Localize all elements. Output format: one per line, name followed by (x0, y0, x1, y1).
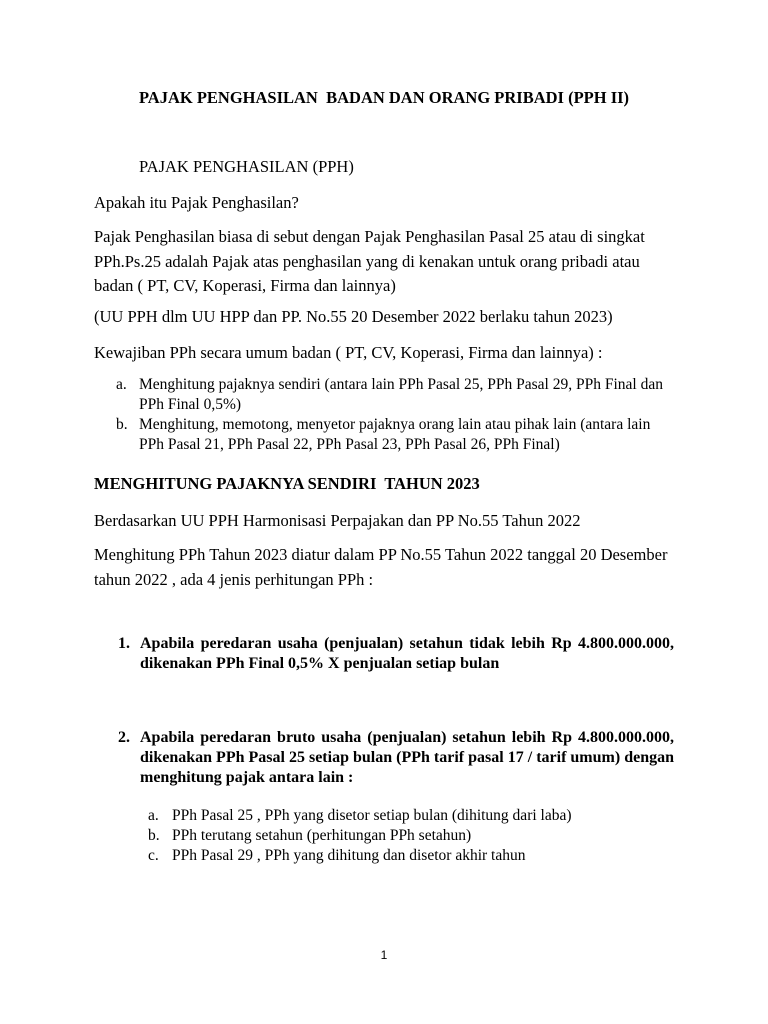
obligation-list (94, 375, 674, 455)
list-item (148, 846, 688, 866)
list-marker: a. (116, 376, 127, 393)
list-item (94, 375, 674, 415)
definition-paragraph: Pajak Penghasilan biasa di sebut dengan Pajak Penghasilan Pasal 25 atau di singkat PPh.Ps.25 adalah Pajak atas penghasilan yang di kenakan untuk orang pribadi atau badan ( PT, CV, Koperasi, Firma dan lainnya) (94, 227, 645, 295)
list-marker: c. (148, 847, 159, 864)
list-item (148, 826, 688, 846)
subheading: PAJAK PENGHASILAN (PPH) (139, 157, 354, 176)
question-text: Apakah itu Pajak Penghasilan? (94, 193, 299, 212)
list-marker: a. (148, 807, 159, 824)
list-item (94, 415, 674, 455)
numbered-item-text: Apabila peredaran usaha (penjualan) setahun tidak lebih Rp 4.800.000.000, dikenakan PPh Final 0,5% X penjualan setiap bulan (140, 635, 674, 672)
numbered-marker: 2. (118, 729, 130, 746)
numbered-item (118, 728, 674, 788)
list-marker: b. (148, 827, 160, 844)
list-item-text: PPh terutang setahun (perhitungan PPh setahun) (172, 827, 472, 844)
legal-basis-text: (UU PPH dlm UU HPP dan PP. No.55 20 Desember 2022 berlaku tahun 2023) (94, 307, 613, 326)
list-item-text: PPh Pasal 25 , PPh yang disetor setiap bulan (dihitung dari laba) (172, 807, 572, 824)
basis-text: Berdasarkan UU PPH Harmonisasi Perpajakan dan PP No.55 Tahun 2022 (94, 511, 581, 530)
calculation-intro: Menghitung PPh Tahun 2023 diatur dalam PP No.55 Tahun 2022 tanggal 20 Desember tahun 2022 , ada 4 jenis perhitungan PPh : (94, 545, 668, 589)
numbered-item-text: Apabila peredaran bruto usaha (penjualan) setahun lebih Rp 4.800.000.000, dikenakan PPh Pasal 25 setiap bulan (PPh tarif pasal 17 / tarif umum) dengan menghitung pajak antara lain : (140, 729, 674, 786)
obligation-intro: Kewajiban PPh secara umum badan ( PT, CV, Koperasi, Firma dan lainnya) : (94, 343, 603, 362)
list-item-text: Menghitung, memotong, menyetor pajaknya orang lain atau pihak lain (antara lain PPh Pasal 21, PPh Pasal 22, PPh Pasal 23, PPh Pasal 26, PPh Final) (139, 416, 651, 453)
list-item (148, 806, 688, 826)
sub-item-list (148, 806, 688, 866)
numbered-marker: 1. (118, 635, 130, 652)
list-item-text: PPh Pasal 29 , PPh yang dihitung dan disetor akhir tahun (172, 847, 526, 864)
page-number: 1 (380, 948, 388, 962)
list-marker: b. (116, 416, 128, 433)
section-title: MENGHITUNG PAJAKNYA SENDIRI TAHUN 2023 (94, 474, 480, 493)
list-item-text: Menghitung pajaknya sendiri (antara lain PPh Pasal 25, PPh Pasal 29, PPh Final dan PPh Final 0,5%) (139, 376, 663, 413)
document-title: PAJAK PENGHASILAN BADAN DAN ORANG PRIBADI (PPH II) (138, 88, 630, 107)
numbered-item (118, 634, 674, 674)
